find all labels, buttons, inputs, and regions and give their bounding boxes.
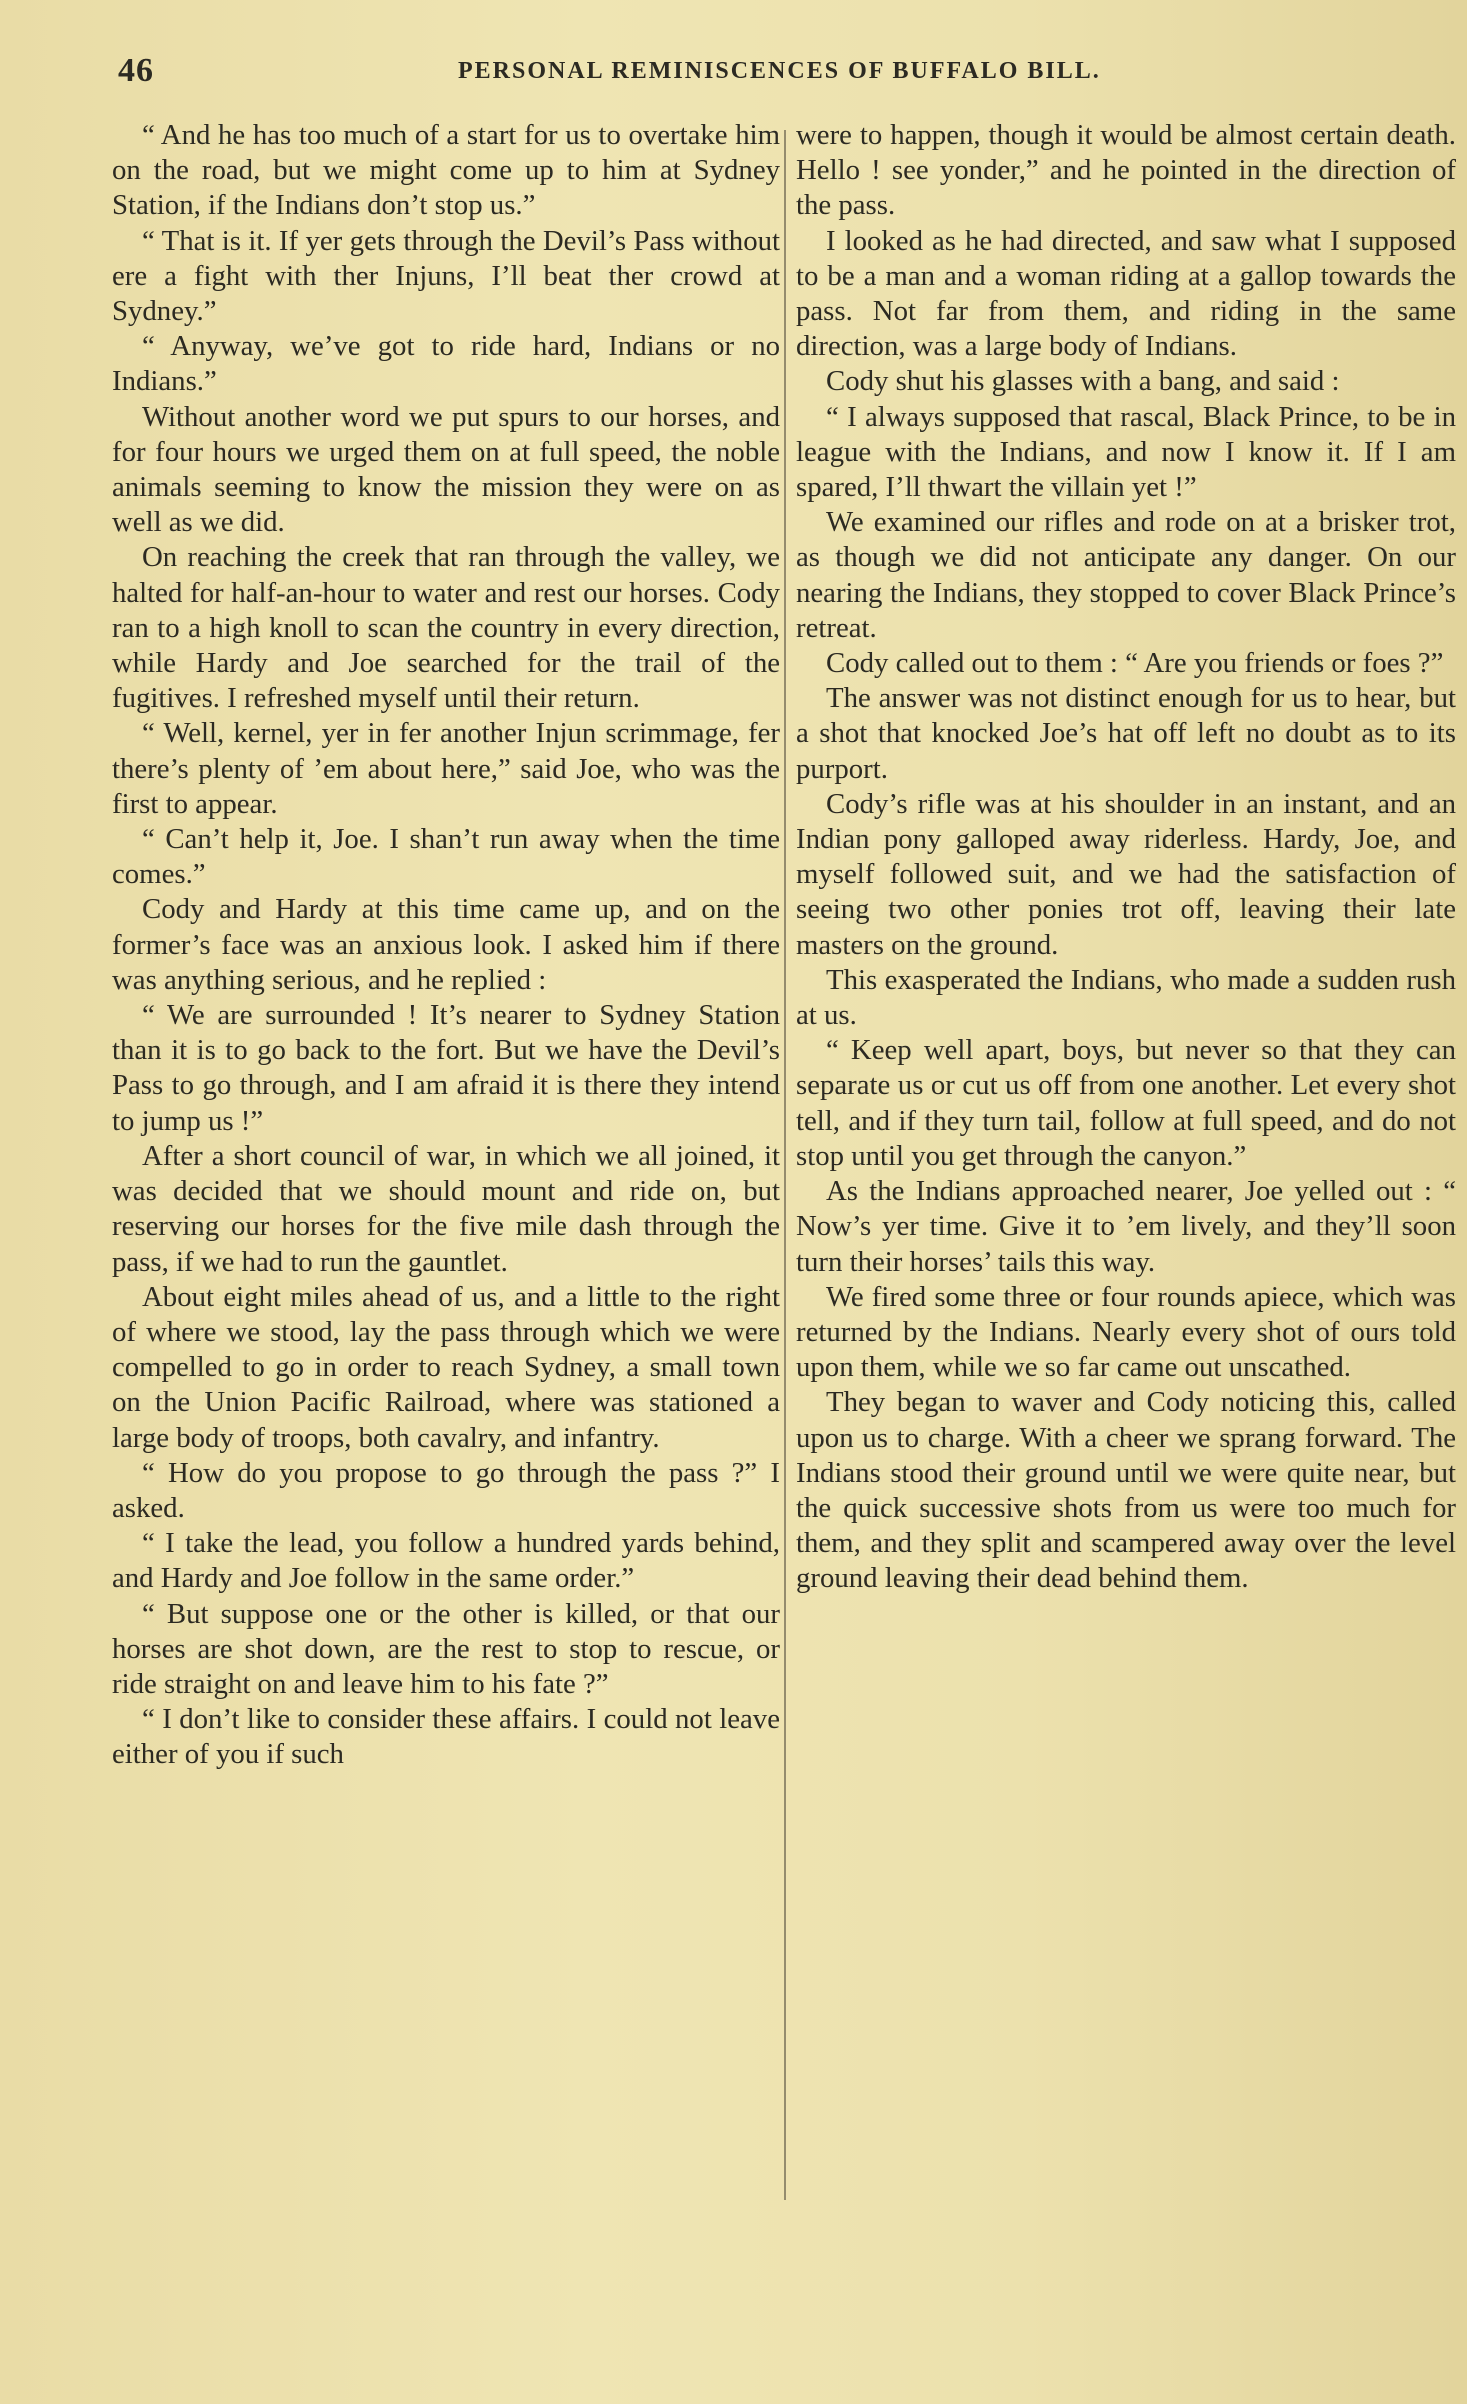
- paragraph: “ I take the lead, you follow a hundred yards behind, and Hardy and Joe follow in the same order.”: [112, 1527, 780, 1595]
- paragraph: Cody and Hardy at this time came up, and on the former’s face was an anxious look. I asked him if there was anything serious, and he replied :: [112, 893, 780, 996]
- paragraph: “ I always supposed that rascal, Black Prince, to be in league with the Indians, and now I know it. If I am spared, I’ll thwart the villain yet !”: [796, 400, 1456, 504]
- paragraph: “ But suppose one or the other is killed, or that our horses are shot down, are the rest to stop to rescue, or ride straight on and leave him to his fate ?”: [112, 1597, 780, 1700]
- left-column: [112, 118, 780, 1773]
- paragraph: Cody’s rifle was at his shoulder in an instant, and an Indian pony galloped away riderless. Hardy, Joe, and myself followed suit, and we had the satisfaction of seeing two other ponies trot off, leaving their late masters on the ground.: [796, 787, 1456, 961]
- paragraph: As the Indians approached nearer, Joe yelled out : “ Now’s yer time. Give it to ’em lively, and they’ll soon turn their horses’ tails this way.: [796, 1175, 1456, 1278]
- paragraph: “ Can’t help it, Joe. I shan’t run away when the time comes.”: [112, 823, 780, 891]
- paragraph: Cody shut his glasses with a bang, and said :: [826, 365, 1340, 398]
- paragraph: “ Well, kernel, yer in fer another Injun scrimmage, fer there’s plenty of ’em about here,” said Joe, who was the first to appear.: [112, 717, 780, 820]
- paragraph: We examined our rifles and rode on at a brisker trot, as though we did not anticipate any danger. On our nearing the Indians, they stopped to cover Black Prince’s retreat.: [796, 506, 1456, 644]
- page-header: [118, 52, 1448, 102]
- paragraph: “ That is it. If yer gets through the Devil’s Pass without ere a fight with ther Injuns, I’ll beat ther crowd at Sydney.”: [112, 224, 780, 328]
- running-head: PERSONAL REMINISCENCES OF BUFFALO BILL.: [458, 58, 1101, 84]
- paragraph: They began to waver and Cody noticing this, called upon us to charge. With a cheer we sprang forward. The Indians stood their ground until we were quite near, but the quick successive shots from us were too much for them, and they split and scampered away over the level ground leaving their dead behind them.: [796, 1386, 1456, 1595]
- paragraph: The answer was not distinct enough for us to hear, but a shot that knocked Joe’s hat off left no doubt as to its purport.: [796, 682, 1456, 785]
- column-rule: [784, 130, 786, 2200]
- paragraph: “ Anyway, we’ve got to ride hard, Indians or no Indians.”: [112, 330, 780, 398]
- paragraph: On reaching the creek that ran through the valley, we halted for half-an-hour to water and rest our horses. Cody ran to a high knoll to scan the country in every direction, while Hardy and Joe searched for the trail of the fugitives. I refreshed myself until their return.: [112, 541, 780, 715]
- paragraph: Without another word we put spurs to our horses, and for four hours we urged them on at full speed, the noble animals seeming to know the mission they were on as well as we did.: [112, 400, 780, 539]
- paragraph: We fired some three or four rounds apiece, which was returned by the Indians. Nearly every shot of ours told upon them, while we so far came out unscathed.: [796, 1280, 1456, 1384]
- paragraph: “ We are surrounded ! It’s nearer to Sydney Station than it is to go back to the fort. But we have the Devil’s Pass to go through, and I am afraid it is there they intend to jump us !”: [112, 999, 780, 1137]
- page-number: 46: [118, 52, 154, 89]
- paragraph: Cody called out to them : “ Are you friends or foes ?”: [826, 647, 1444, 680]
- paragraph: “ I don’t like to consider these affairs. I could not leave either of you if such: [112, 1703, 780, 1771]
- paragraph: “ And he has too much of a start for us to overtake him on the road, but we might come up to him at Sydney Station, if the Indians don’t stop us.”: [112, 119, 780, 222]
- paragraph: were to happen, though it would be almost certain death. Hello ! see yonder,” and he pointed in the direction of the pass.: [796, 119, 1456, 222]
- paragraph: I looked as he had directed, and saw what I supposed to be a man and a woman riding at a gallop towards the pass. Not far from them, and riding in the same direction, was a large body of Indians.: [796, 224, 1456, 363]
- right-column: [796, 118, 1456, 1597]
- paragraph: “ How do you propose to go through the pass ?” I asked.: [112, 1456, 780, 1524]
- paragraph: After a short council of war, in which we all joined, it was decided that we should mount and ride on, but reserving our horses for the five mile dash through the pass, if we had to run the gauntlet.: [112, 1139, 780, 1278]
- paragraph: This exasperated the Indians, who made a sudden rush at us.: [796, 963, 1456, 1032]
- paragraph: About eight miles ahead of us, and a little to the right of where we stood, lay the pass through which we were compelled to go in order to reach Sydney, a small town on the Union Pacific Railroad, where was stationed a large body of troops, both cavalry, and infantry.: [112, 1280, 780, 1454]
- paragraph: “ Keep well apart, boys, but never so that they can separate us or cut us off from one another. Let every shot tell, and if they turn tail, follow at full speed, and do not stop until you get through the canyon.”: [796, 1034, 1456, 1172]
